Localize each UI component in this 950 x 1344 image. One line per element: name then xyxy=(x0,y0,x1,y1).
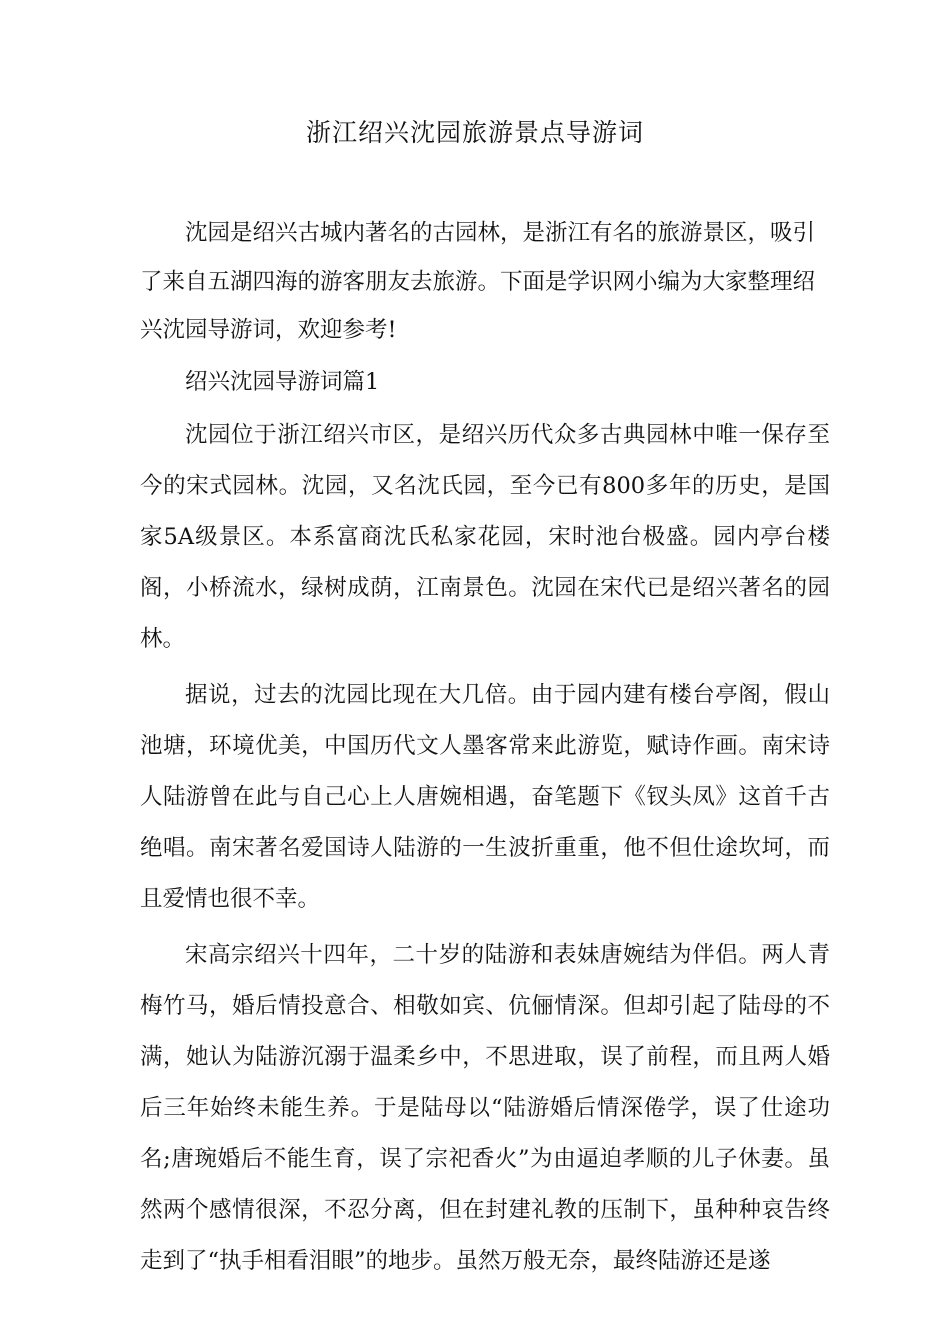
document-body xyxy=(140,209,830,1287)
intro-paragraph: 沈园是绍兴古城内著名的古园林，是浙江有名的旅游景区，吸引了来自五湖四海的游客朋友去旅游。下面是学识网小编为大家整理绍兴沈园导游词，欢迎参考! xyxy=(140,220,816,343)
body-paragraph-1: 沈园位于浙江绍兴市区，是绍兴历代众多古典园林中唯一保存至今的宋式园林。沈园，又名沈氏园，至今已有800多年的历史，是国家5A级景区。本系富商沈氏私家花园，宋时池台极盛。园内亭台楼阁，小桥流水，绿树成荫，江南景色。沈园在宋代已是绍兴著名的园林。 xyxy=(140,421,830,652)
body-paragraph-2: 据说，过去的沈园比现在大几倍。由于园内建有楼台亭阁，假山池塘，环境优美，中国历代文人墨客常来此游览，赋诗作画。南宋诗人陆游曾在此与自己心上人唐婉相遇，奋笔题下《钗头凤》这首千古绝唱。南宋著名爱国诗人陆游的一生波折重重，他不但仕途坎坷，而且爱情也很不幸。 xyxy=(140,681,830,912)
document-title: 浙江绍兴沈园旅游景点导游词 xyxy=(305,118,644,147)
body-paragraph-3: 宋高宗绍兴十四年，二十岁的陆游和表妹唐婉结为伴侣。两人青梅竹马，婚后情投意合、相敬如宾、伉俪情深。但却引起了陆母的不满，她认为陆游沉溺于温柔乡中，不思进取，误了前程，而且两人婚后三年始终未能生养。于是陆母以“陆游婚后情深倦学，误了仕途功名;唐琬婚后不能生育，误了宗祀香火”为由逼迫孝顺的儿子休妻。虽然两个感情很深，不忍分离，但在封建礼教的压制下，虽种种哀告终走到了“执手相看泪眼”的地步。虽然万般无奈，最终陆游还是遂 xyxy=(140,941,830,1274)
section-heading: 绍兴沈园导游词篇1 xyxy=(185,368,380,395)
